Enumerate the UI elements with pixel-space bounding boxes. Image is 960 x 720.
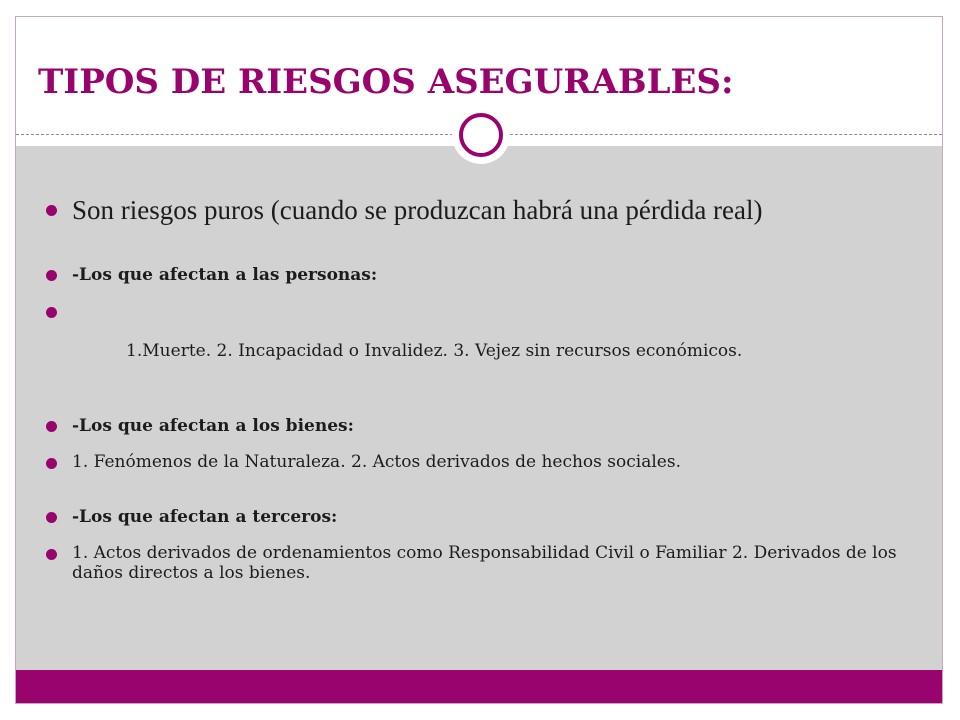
bullet-text: 1.Muerte. 2. Incapacidad o Invalidez. 3. Vejez sin recursos económicos.	[104, 341, 743, 361]
circle-ornament-icon	[452, 106, 510, 164]
bullet-item-intro	[46, 196, 906, 224]
bullet-dot-icon	[46, 421, 57, 432]
bullet-text: -Los que afectan a los bienes:	[72, 416, 354, 436]
bullet-item-bienes-heading	[46, 415, 906, 437]
bullet-item-personas-detail	[46, 301, 906, 381]
bullet-item-bienes-detail	[46, 452, 906, 472]
bullet-item-terceros-heading	[46, 506, 906, 528]
bullet-dot-icon	[46, 270, 57, 281]
bullet-item-personas-heading	[46, 264, 906, 286]
bullet-list	[46, 196, 906, 583]
bullet-dot-icon	[46, 307, 57, 318]
bullet-item-terceros-detail	[46, 543, 906, 583]
bullet-dot-icon	[46, 205, 57, 216]
bullet-text: 1. Fenómenos de la Naturaleza. 2. Actos derivados de hechos sociales.	[72, 452, 681, 472]
bullet-text: Son riesgos puros (cuando se produzcan habrá una pérdida real)	[72, 195, 763, 225]
bullet-text: 1. Actos derivados de ordenamientos como Responsabilidad Civil o Familiar 2. Derivados de los daños directos a los bienes.	[72, 543, 897, 583]
bullet-dot-icon	[46, 549, 57, 560]
bullet-dot-icon	[46, 458, 57, 469]
slide-title: TIPOS DE RIESGOS ASEGURABLES:	[38, 62, 734, 102]
bullet-text: -Los que afectan a terceros:	[72, 507, 338, 527]
footer-bar	[16, 670, 942, 703]
bullet-dot-icon	[46, 512, 57, 523]
bullet-text: -Los que afectan a las personas:	[72, 265, 378, 285]
